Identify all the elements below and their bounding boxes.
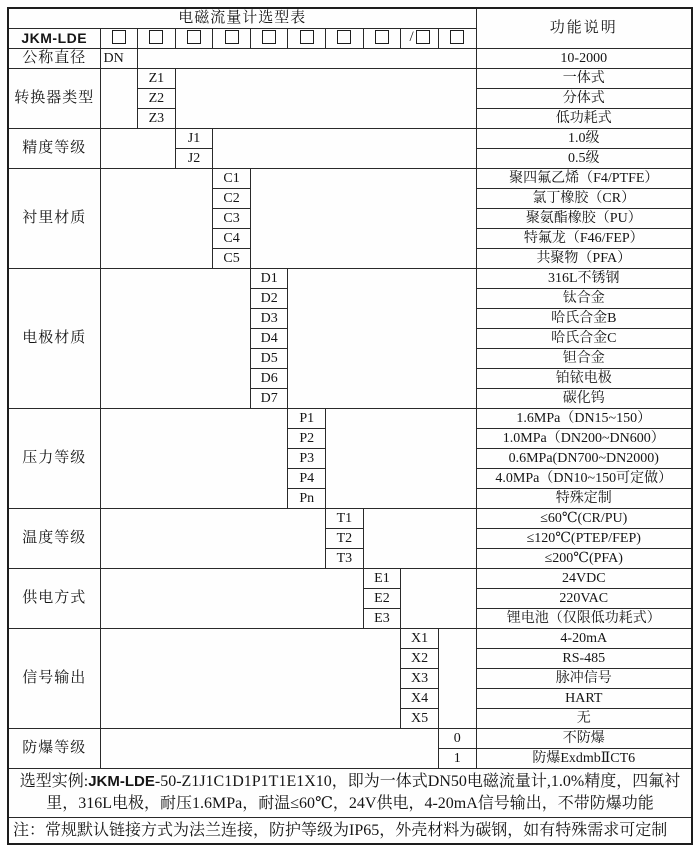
code-box-cell-2[interactable]: [138, 29, 176, 49]
desc-cell: 一体式: [476, 69, 692, 89]
code-cell: X2: [401, 649, 439, 669]
desc-cell: 低功耗式: [476, 109, 692, 129]
empty-area: [401, 569, 476, 629]
empty-area: [100, 509, 326, 569]
desc-cell: ≤200℃(PFA): [476, 549, 692, 569]
desc-cell: 1.6MPa（DN15~150）: [476, 409, 692, 429]
row-label-pressure: 压力等级: [8, 409, 100, 509]
desc-cell: 共聚物（PFA）: [476, 249, 692, 269]
empty-area: [100, 169, 213, 269]
code-box-cell-5[interactable]: [250, 29, 288, 49]
desc-cell: 4-20mA: [476, 629, 692, 649]
code-cell: D3: [250, 309, 288, 329]
example-model-code: JKM-LDE: [88, 773, 155, 790]
row-label-temperature: 温度等级: [8, 509, 100, 569]
row-label-signal-output: 信号输出: [8, 629, 100, 729]
empty-area: [288, 269, 476, 409]
code-cell: C4: [213, 229, 251, 249]
code-cell: E3: [363, 609, 401, 629]
desc-cell: 钛合金: [476, 289, 692, 309]
code-box-cell-6[interactable]: [288, 29, 326, 49]
empty-area: [326, 409, 476, 509]
desc-cell: 哈氏合金C: [476, 329, 692, 349]
desc-cell: 氯丁橡胶（CR）: [476, 189, 692, 209]
empty-area: [250, 169, 476, 269]
desc-cell: 脉冲信号: [476, 669, 692, 689]
desc-cell: 10-2000: [476, 49, 692, 69]
table-title: 电磁流量计选型表: [8, 8, 476, 29]
empty-area: [100, 69, 138, 129]
code-box-cell-4[interactable]: [213, 29, 251, 49]
row-label-accuracy: 精度等级: [8, 129, 100, 169]
code-cell: C1: [213, 169, 251, 189]
desc-cell: 聚四氟乙烯（F4/PTFE）: [476, 169, 692, 189]
desc-cell: 哈氏合金B: [476, 309, 692, 329]
code-cell: T3: [326, 549, 364, 569]
desc-cell: 钽合金: [476, 349, 692, 369]
checkbox-icon[interactable]: [375, 30, 389, 44]
code-cell: DN: [100, 49, 138, 69]
desc-cell: 聚氨酯橡胶（PU）: [476, 209, 692, 229]
desc-cell: 分体式: [476, 89, 692, 109]
desc-cell: 316L不锈钢: [476, 269, 692, 289]
code-cell: D5: [250, 349, 288, 369]
empty-area: [363, 509, 476, 569]
code-cell: D2: [250, 289, 288, 309]
desc-cell: 锂电池（仅限低功耗式）: [476, 609, 692, 629]
code-cell: E2: [363, 589, 401, 609]
desc-cell: 220VAC: [476, 589, 692, 609]
checkbox-icon[interactable]: [112, 30, 126, 44]
selection-example: [8, 769, 692, 818]
row-label-lining-material: 衬里材质: [8, 169, 100, 269]
row-label-diameter: 公称直径: [8, 49, 100, 69]
checkbox-icon[interactable]: [187, 30, 201, 44]
desc-cell: 0.6MPa(DN700~DN2000): [476, 449, 692, 469]
code-cell: T2: [326, 529, 364, 549]
checkbox-icon[interactable]: [225, 30, 239, 44]
empty-area: [100, 629, 401, 729]
empty-area: [100, 729, 438, 769]
code-box-cell-8[interactable]: [363, 29, 401, 49]
code-cell: Z1: [138, 69, 176, 89]
empty-area: [175, 69, 476, 129]
code-cell: P4: [288, 469, 326, 489]
selection-table: [7, 7, 693, 845]
row-label-electrode-material: 电极材质: [8, 269, 100, 409]
empty-area: [138, 49, 476, 69]
code-cell: D1: [250, 269, 288, 289]
empty-area: [100, 269, 250, 409]
code-cell: D6: [250, 369, 288, 389]
empty-area: [438, 629, 476, 729]
code-cell: P3: [288, 449, 326, 469]
desc-cell: HART: [476, 689, 692, 709]
desc-cell: 特氟龙（F46/FEP）: [476, 229, 692, 249]
checkbox-icon[interactable]: [149, 30, 163, 44]
code-box-cell-1[interactable]: [100, 29, 138, 49]
checkbox-icon[interactable]: [450, 30, 464, 44]
code-box-cell-3[interactable]: [175, 29, 213, 49]
code-cell: J1: [175, 129, 213, 149]
desc-cell: 碳化钨: [476, 389, 692, 409]
function-column-header: 功能说明: [476, 8, 692, 49]
code-cell: X1: [401, 629, 439, 649]
desc-cell: 4.0MPa（DN10~150可定做）: [476, 469, 692, 489]
desc-cell: 防爆ExdmbⅡCT6: [476, 749, 692, 769]
code-cell: D7: [250, 389, 288, 409]
desc-cell: 不防爆: [476, 729, 692, 749]
code-cell: X4: [401, 689, 439, 709]
code-cell: X3: [401, 669, 439, 689]
model-code-label: JKM-LDE: [8, 29, 100, 49]
row-label-power-supply: 供电方式: [8, 569, 100, 629]
code-cell: J2: [175, 149, 213, 169]
desc-cell: 24VDC: [476, 569, 692, 589]
code-cell: 1: [438, 749, 476, 769]
example-description: -50-Z1J1C1D1P1T1E1X10，即为一体式DN50电磁流量计,1.0%精度，四氟衬里，316L电极，耐压1.6MPa，耐温≤60℃，24V供电，4-20mA信号输出，不带防爆功能: [46, 773, 681, 812]
checkbox-icon[interactable]: [300, 30, 314, 44]
empty-area: [100, 409, 288, 509]
empty-area: [100, 129, 175, 169]
desc-cell: ≤120℃(PTEP/FEP): [476, 529, 692, 549]
row-label-converter-type: 转换器类型: [8, 69, 100, 129]
code-cell: 0: [438, 729, 476, 749]
row-label-explosion-proof: 防爆等级: [8, 729, 100, 769]
desc-cell: 无: [476, 709, 692, 729]
code-cell: D4: [250, 329, 288, 349]
code-cell: T1: [326, 509, 364, 529]
code-cell: P2: [288, 429, 326, 449]
desc-cell: 1.0MPa（DN200~DN600）: [476, 429, 692, 449]
code-cell: C5: [213, 249, 251, 269]
empty-area: [100, 569, 363, 629]
code-cell: C2: [213, 189, 251, 209]
code-cell: Pn: [288, 489, 326, 509]
desc-cell: 铂铱电极: [476, 369, 692, 389]
desc-cell: ≤60℃(CR/PU): [476, 509, 692, 529]
example-label: 选型实例:: [19, 773, 89, 790]
desc-cell: 0.5级: [476, 149, 692, 169]
desc-cell: RS-485: [476, 649, 692, 669]
checkbox-icon[interactable]: [337, 30, 351, 44]
slash-separator: /: [409, 28, 414, 45]
checkbox-icon[interactable]: [416, 30, 430, 44]
empty-area: [213, 129, 476, 169]
code-cell: C3: [213, 209, 251, 229]
code-cell: X5: [401, 709, 439, 729]
desc-cell: 特殊定制: [476, 489, 692, 509]
desc-cell: 1.0级: [476, 129, 692, 149]
code-cell: Z3: [138, 109, 176, 129]
code-box-cell-7[interactable]: [326, 29, 364, 49]
code-cell: Z2: [138, 89, 176, 109]
code-box-cell-10[interactable]: [438, 29, 476, 49]
code-cell: E1: [363, 569, 401, 589]
code-cell: P1: [288, 409, 326, 429]
note-text: 注：常规默认链接方式为法兰连接，防护等级为IP65，外壳材料为碳钢，如有特殊需求可定制: [8, 818, 692, 845]
checkbox-icon[interactable]: [262, 30, 276, 44]
code-box-cell-9[interactable]: [401, 29, 439, 49]
